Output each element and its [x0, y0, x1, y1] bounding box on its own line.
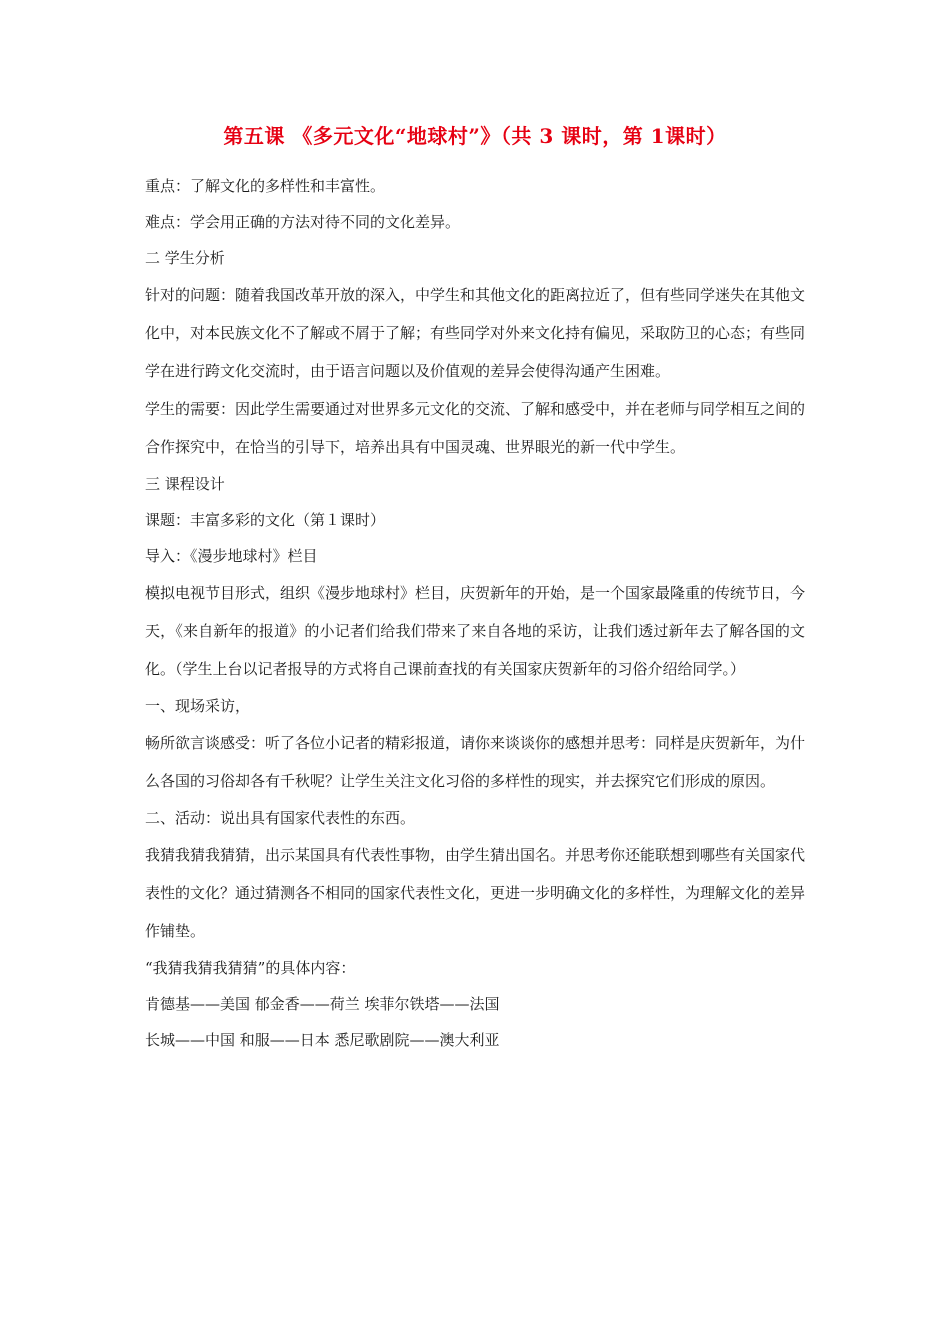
game-line-1: 肯德基——美国 郁金香——荷兰 埃菲尔铁塔——法国 [145, 995, 500, 1013]
part2-heading: 二、活动：说出具有国家代表性的东西。 [145, 809, 416, 827]
game-content-heading: “我猜我猜我猜猜”的具体内容： [145, 959, 356, 977]
part1-heading: 一、现场采访， [145, 697, 251, 715]
part1-paragraph: 畅所欲言谈感受：听了各位小记者的精彩报道，请你来谈谈你的感想并思考：同样是庆贺新年，为什么各国的习俗却各有千秋呢？让学生关注文化习俗的多样性的现实，并去探究它们形成的原因。 [145, 734, 806, 790]
section-heading-student-analysis: 二 学生分析 [145, 249, 225, 267]
intro-heading: 导入：《漫步地球村》栏目 [145, 547, 318, 565]
part2-paragraph: 我猜我猜我猜猜，出示某国具有代表性事物，由学生猜出国名。并思考你还能联想到哪些有关国家代表性的文化？通过猜测各不相同的国家代表性文化，更进一步明确文化的多样性，为理解文化的差异作铺垫。 [145, 846, 806, 940]
section-heading-course-design: 三 课程设计 [145, 475, 225, 493]
game-line-2: 长城——中国 和服——日本 悉尼歌剧院——澳大利亚 [145, 1031, 500, 1049]
needs-paragraph: 学生的需要：因此学生需要通过对世界多元文化的交流、了解和感受中，并在老师与同学相互之间的合作探究中，在恰当的引导下，培养出具有中国灵魂、世界眼光的新一代中学生。 [145, 400, 806, 456]
document-page [145, 118, 805, 1058]
issue-paragraph: 针对的问题：随着我国改革开放的深入，中学生和其他文化的距离拉近了，但有些同学迷失在其他文化中，对本民族文化不了解或不屑于了解；有些同学对外来文化持有偏见，采取防卫的心态；有些同学在进行跨文化交流时，由于语言问题以及价值观的差异会使得沟通产生困难。 [145, 286, 806, 380]
difficult-point: 难点：学会用正确的方法对待不同的文化差异。 [145, 213, 461, 231]
intro-paragraph: 模拟电视节目形式，组织《漫步地球村》栏目，庆贺新年的开始，是一个国家最隆重的传统节日，今天，《来自新年的报道》的小记者们给我们带来了来自各地的采访，让我们透过新年去了解各国的文化。（学生上台以记者报导的方式将自己课前查找的有关国家庆贺新年的习俗介绍给同学。） [145, 584, 806, 678]
lesson-title: 第五课 《多元文化“地球村”》（共 3 课时，第 1课时） [223, 124, 727, 148]
lesson-topic: 课题：丰富多彩的文化（第１课时） [145, 511, 386, 529]
key-point: 重点：了解文化的多样性和丰富性。 [145, 177, 386, 195]
